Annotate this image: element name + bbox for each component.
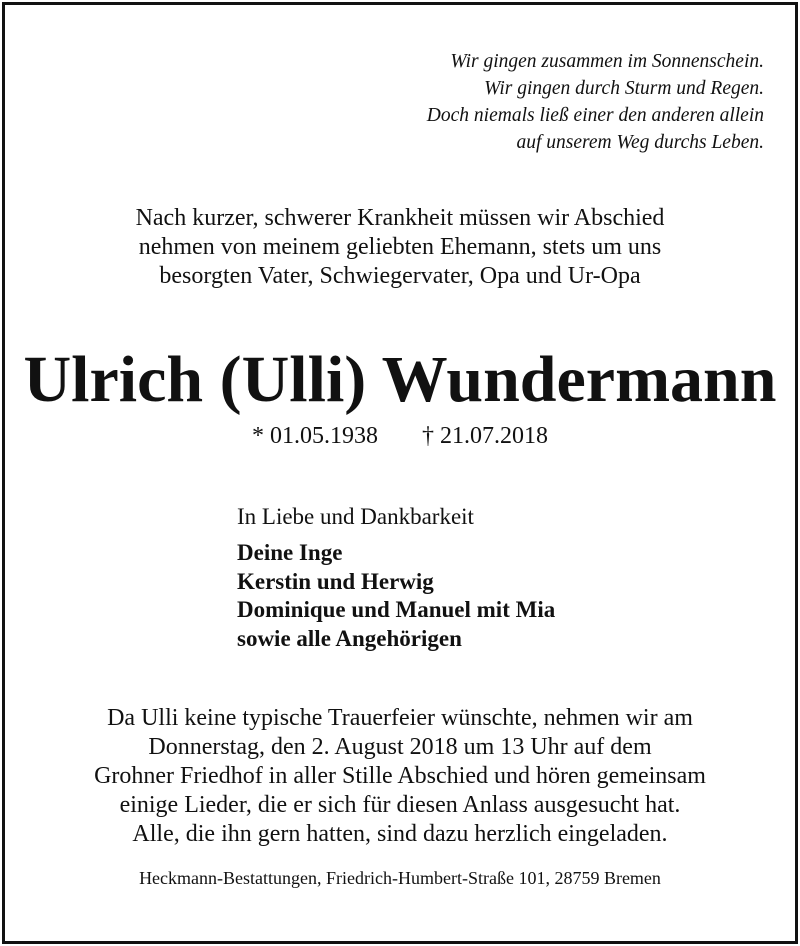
intro-line: Nach kurzer, schwerer Krankheit müssen wir Abschied: [135, 205, 665, 231]
intro-line: nehmen von meinem geliebten Ehemann, stets um uns: [138, 234, 662, 260]
birth-date: * 01.05.1938: [252, 423, 378, 449]
poem-line: auf unserem Weg durchs Leben.: [516, 132, 764, 153]
death-date: † 21.07.2018: [422, 423, 548, 449]
mourners-intro: In Liebe und Dankbarkeit: [237, 504, 474, 529]
poem-line: Doch niemals ließ einer den anderen allein: [426, 105, 764, 126]
poem: [427, 48, 764, 156]
deceased-name: Ulrich (Ulli) Wundermann: [23, 343, 777, 416]
notice-line: Grohner Friedhof in aller Stille Abschied und hören gemeinsam: [94, 763, 706, 789]
poem-line: Wir gingen durch Sturm und Regen.: [484, 78, 764, 99]
mourner-name: Deine Inge: [237, 540, 343, 565]
intro-text: [0, 204, 800, 291]
mourner-name: Dominique und Manuel mit Mia: [237, 597, 556, 622]
notice-line: Da Ulli keine typische Trauerfeier wünschte, nehmen wir am: [107, 705, 693, 731]
undertaker-address: Heckmann-Bestattungen, Friedrich-Humbert-Straße 101, 28759 Bremen: [139, 868, 661, 888]
life-dates: [0, 421, 800, 451]
mourner-name: sowie alle Angehörigen: [237, 625, 462, 651]
notice-line: Alle, die ihn gern hatten, sind dazu herzlich eingeladen.: [132, 821, 668, 847]
notice-line: Donnerstag, den 2. August 2018 um 13 Uhr auf dem: [148, 734, 652, 760]
funeral-notice: [0, 704, 800, 849]
notice-line: einige Lieder, die er sich für diesen Anlass ausgesucht hat.: [119, 792, 681, 818]
mourner-name: Kerstin und Herwig: [237, 568, 434, 594]
poem-line: Wir gingen zusammen im Sonnenschein.: [450, 51, 764, 72]
mourners-list: [237, 539, 555, 653]
intro-line: besorgten Vater, Schwiegervater, Opa und Ur-Opa: [159, 263, 641, 289]
